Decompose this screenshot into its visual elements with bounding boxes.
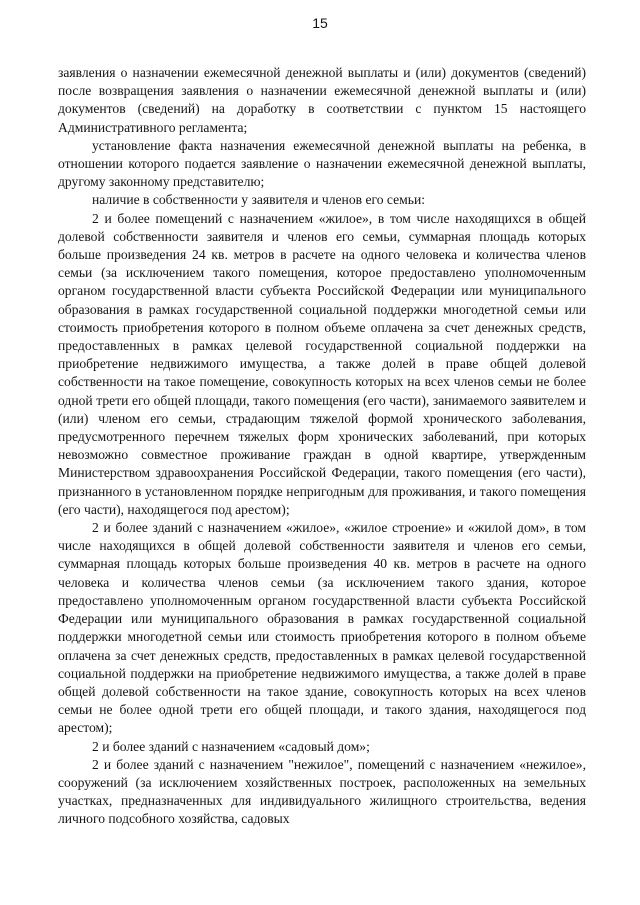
paragraph: 2 и более зданий с назначением «садовый дом»; (92, 738, 370, 754)
document-body (58, 64, 586, 829)
paragraph: 2 и более зданий с назначением «жилое», «жилое строение» и «жилой дом», в том числе находящихся в общей долевой собственности заявителя и членов его семьи, суммарная площадь которых больше произведения 40 кв. метров в расчете на одного человека и количества членов семьи (за исключением такого здания, которое предоставлено уполномоченным органом государственной власти субъекта Российской Федерации или муниципального образования в рамках государственной социальной поддержки многодетной семьи или стоимость приобретения которого в полном объеме оплачена за счет денежных средств, предоставленных в рамках целевой государственной социальной поддержки на приобретение недвижимого имущества, а также долей в праве общей долевой собственности на такое здание, совокупность которых на всех членов семьи не более одной трети его общей площади, и такого здания, находящегося под арестом); (58, 520, 586, 736)
paragraph: установление факта назначения ежемесячной денежной выплаты на ребенка, в отношении которого подается заявление о назначении ежемесячной денежной выплаты, другому законному представителю; (58, 137, 586, 190)
paragraph-continued: заявления о назначении ежемесячной денежной выплаты и (или) документов (сведений) после возвращения заявления о назначении ежемесячной денежной выплаты и (или) документов (сведений) на доработку в соответствии с пунктом 15 настоящего Административного регламента; (58, 65, 586, 135)
paragraph: 2 и более зданий с назначением "нежилое", помещений с назначением «нежилое», сооружений (за исключением хозяйственных построек, расположенных на земельных участках, предназначенных для индивидуального жилищного строительства, ведения личного подсобного хозяйства, садовых (58, 756, 586, 827)
paragraph: 2 и более помещений с назначением «жилое», в том числе находящихся в общей долевой собственности заявителя и членов его семьи, суммарная площадь которых больше произведения 24 кв. метров в расчете на одного человека и количества членов семьи (за исключением такого помещения, которое предоставлено уполномоченным органом государственной власти субъекта Российской Федерации или муниципального образования в рамках государственной социальной поддержки многодетной семьи или стоимость приобретения которого в полном объеме оплачена за счет денежных средств, предоставленных в рамках целевой государственной социальной поддержки на приобретение недвижимого имущества, а также долей в праве общей долевой собственности на такое помещение, совокупность которых на всех членов семьи не более одной трети его общей площади, такого помещения (его части), занимаемого заявителем и (или) членом его семьи, страдающим тяжелой формой хронического заболевания, предусмотренного перечнем тяжелых форм хронических заболеваний, при которых невозможно совместное проживание граждан в одной квартире, утвержденным Министерством здравоохранения Российской Федерации, такого помещения (его части), признанного в установленном порядке непригодным для проживания, и такого помещения (его части), находящегося под арестом); (58, 210, 586, 517)
page-number: 15 (312, 15, 328, 31)
paragraph: наличие в собственности у заявителя и членов его семьи: (92, 192, 425, 208)
